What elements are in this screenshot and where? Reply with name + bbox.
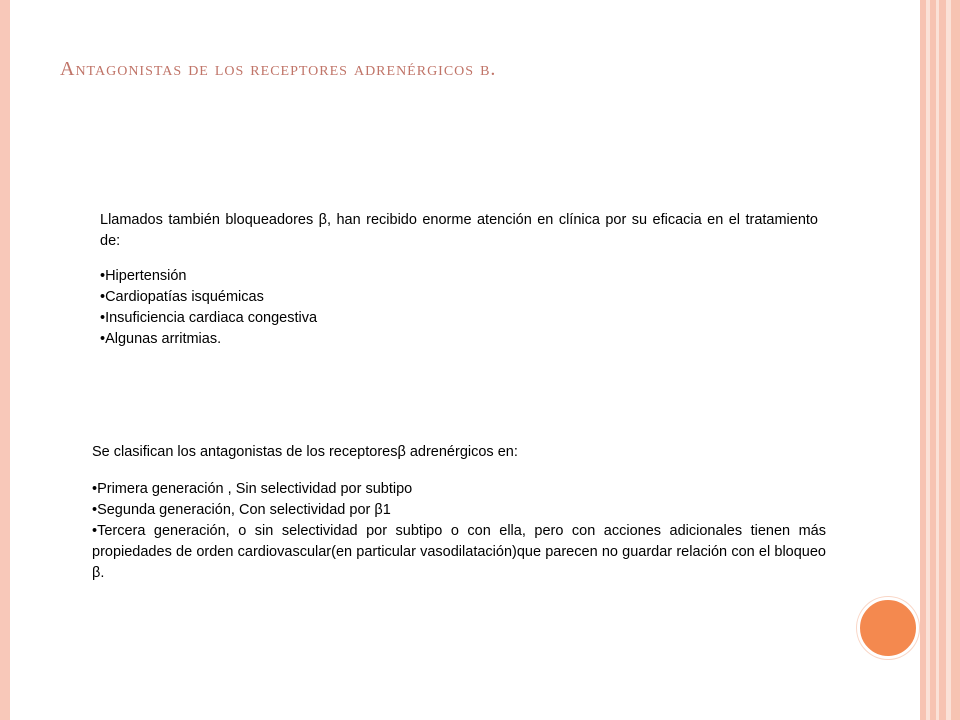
slide-title: Antagonistas de los receptores adrenérgicos b. — [60, 58, 497, 80]
right-frame-stripe — [936, 0, 939, 720]
intro-paragraph: Llamados también bloqueadores β, han recibido enorme atención en clínica por su eficacia en el tratamiento de: — [100, 212, 818, 249]
list-item: •Hipertensión — [100, 268, 187, 284]
uses-list — [100, 266, 818, 350]
generations-list — [92, 479, 826, 584]
classification-block — [92, 442, 826, 584]
list-item: •Primera generación , Sin selectividad por subtipo — [92, 481, 413, 497]
left-frame-bar — [0, 0, 10, 720]
list-item: •Segunda generación, Con selectividad por β1 — [92, 502, 391, 518]
list-item: •Insuficiencia cardiaca congestiva — [100, 310, 318, 326]
list-item: •Algunas arritmias. — [100, 331, 222, 347]
right-frame-stripe — [946, 0, 951, 720]
decorative-circle — [857, 597, 919, 659]
classification-intro: Se clasifican los antagonistas de los receptoresβ adrenérgicos en: — [92, 444, 518, 460]
list-item: •Cardiopatías isquémicas — [100, 289, 264, 305]
list-item: •Tercera generación, o sin selectividad por subtipo o con ella, pero con acciones adicionales tienen más propiedades de orden cardiovascular(en particular vasodilatación)que parecen no guardar relación con el bloqueo β. — [92, 523, 826, 581]
intro-block — [100, 210, 818, 350]
right-frame-stripe — [926, 0, 930, 720]
